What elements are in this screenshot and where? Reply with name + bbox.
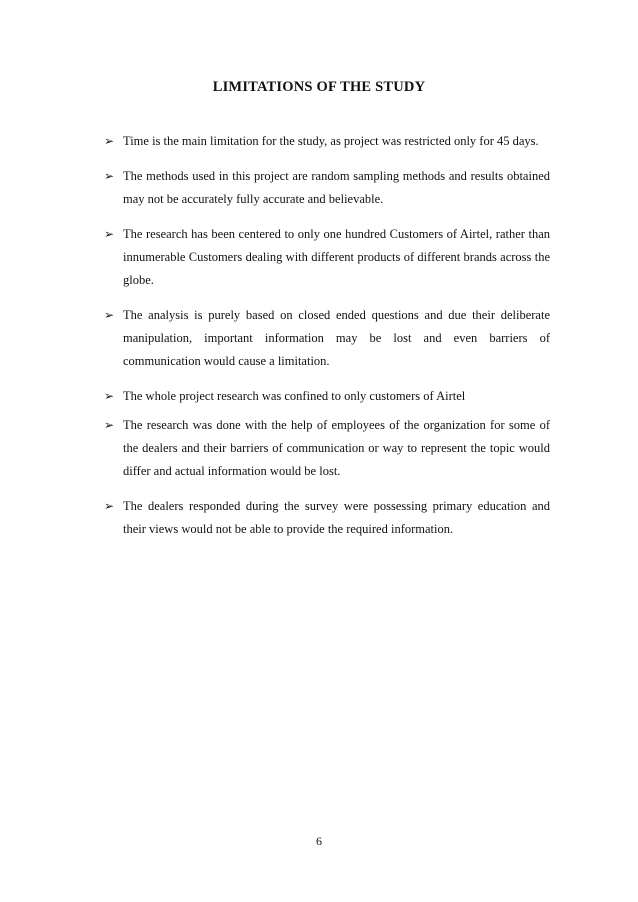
arrow-bullet-icon: ➢ — [104, 389, 115, 403]
page-title: LIMITATIONS OF THE STUDY — [212, 79, 426, 95]
arrow-bullet-icon: ➢ — [104, 169, 115, 183]
list-item-text: The research was done with the help of employees of the organization for some of the dealers and their barriers of communication or way to represent the topic would differ and actual information would be lost. — [123, 418, 550, 478]
list-item — [104, 495, 550, 541]
arrow-bullet-icon: ➢ — [104, 134, 115, 148]
limitations-list — [104, 130, 550, 553]
page-number: 6 — [316, 834, 322, 848]
list-item — [104, 414, 550, 483]
list-item-text: The whole project research was confined to only customers of Airtel — [123, 389, 466, 403]
list-item — [104, 130, 550, 153]
list-item-text: The methods used in this project are random sampling methods and results obtained may not be accurately fully accurate and believable. — [123, 169, 550, 206]
list-item — [104, 223, 550, 292]
list-item — [104, 304, 550, 373]
list-item — [104, 165, 550, 211]
arrow-bullet-icon: ➢ — [104, 227, 115, 241]
arrow-bullet-icon: ➢ — [104, 499, 115, 513]
list-item-text: The dealers responded during the survey were possessing primary education and their views would not be able to provide the required information. — [123, 499, 550, 536]
arrow-bullet-icon: ➢ — [104, 418, 115, 432]
list-item — [104, 385, 550, 408]
list-item-text: The analysis is purely based on closed ended questions and due their deliberate manipulation, important information may be lost and even barriers of communication would cause a limitation. — [123, 308, 550, 368]
arrow-bullet-icon: ➢ — [104, 308, 115, 322]
list-item-text: Time is the main limitation for the study, as project was restricted only for 45 days. — [123, 134, 539, 148]
list-item-text: The research has been centered to only one hundred Customers of Airtel, rather than innumerable Customers dealing with different products of different brands across the globe. — [123, 227, 550, 287]
